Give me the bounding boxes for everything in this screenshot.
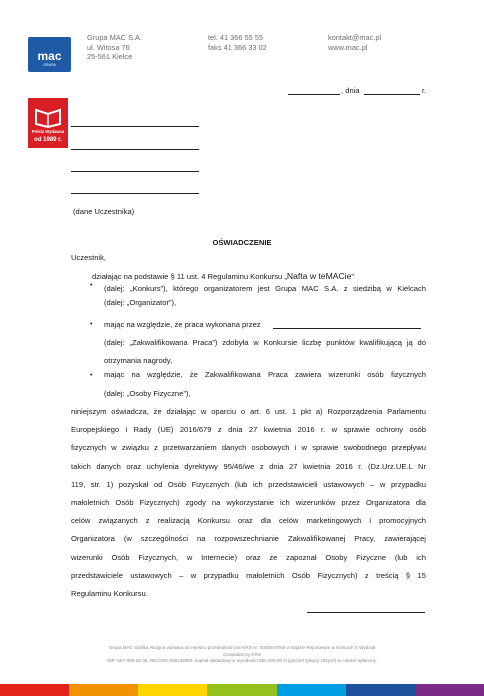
- bullet-3-line-1: mając na względzie, że Zakwalifikowana Praca zawiera wizerunki osób fizycznych: [104, 370, 426, 379]
- company-name: Grupa MAC S.A.: [87, 33, 143, 42]
- intro-prefix: działając na podstawie § 11 ust. 4 Regulaminu Konkursu „: [92, 272, 287, 281]
- mac-logo: [28, 37, 71, 72]
- body-line: 119, str. 1) pozyskał od Osób Fizycznych (lub ich przedstawicieli ustawowych – w przypadku: [71, 479, 426, 489]
- pw-line1: Polski Wydawca: [31, 129, 65, 134]
- body-line: przedstawiciele ustawowych – w przypadku małoletnich Osób Fizycznych) z treścią § 15: [71, 570, 426, 580]
- footer: [40, 645, 444, 665]
- body-last-line: Regulaminu Konkursu.: [71, 589, 148, 599]
- stripe-segment: [415, 684, 484, 696]
- company-tel: tel. 41 366 55 55: [208, 33, 264, 42]
- body-line: wizerunki Osób Fizycznych, w Internecie) oraz że zapoznał Osoby Fizyczne (lub ich: [71, 552, 426, 562]
- stripe-segment: [138, 684, 207, 696]
- company-www[interactable]: www.mac.pl: [328, 42, 368, 52]
- participant-line-1: [71, 126, 199, 127]
- bullet-2-line-2: (dalej: „Zakwalifikowana Praca”) zdobyła w Konkursie liczbę punktów kwalifikującą ją do: [104, 338, 426, 347]
- participant-caption: (dane Uczestnika): [73, 207, 135, 216]
- bullet-3-line-2: (dalej: „Osoby Fizyczne”),: [104, 389, 191, 398]
- bullet-1-mark: •: [90, 282, 93, 289]
- author-line: [273, 328, 421, 329]
- participant-line-3: [71, 171, 199, 172]
- company-street: ul. Witosa 76: [87, 42, 130, 52]
- stripe-segment: [277, 684, 346, 696]
- polski-wydawca-logo: [28, 98, 68, 148]
- footer-line-3: NIP: 657-008-22-45, REGON: 008149990, kapitał zakładowy w wysokości 500 000,00 zł (pięćset tysięcy złotych) w całości opłacony.: [107, 658, 377, 664]
- participant-line-4: [71, 193, 199, 194]
- signature-line: [307, 612, 425, 613]
- place-line: [288, 94, 340, 95]
- document-title: OŚWIADCZENIE: [212, 238, 272, 247]
- contest-name: Nafta w teMACie: [286, 271, 352, 281]
- statement-paragraph: [71, 403, 426, 603]
- mac-logo-sub: GRUPA: [43, 63, 56, 67]
- body-line: małoletnich Osób Fizycznych) zgody na wykorzystanie ich wizerunków przez Organizatora dla: [71, 498, 426, 508]
- body-line: fizycznych w związku z przetwarzaniem danych osobowych i w sprawie swobodnego przepływu: [71, 443, 426, 453]
- intro-suffix: ”: [351, 272, 354, 281]
- bullet-3-mark: •: [90, 372, 93, 379]
- body-line: Organizatora (w szczególności na rozpowszechnianie Zakwalifikowanej Pracy, zawierającej: [71, 534, 426, 544]
- company-fax: faks 41 366 33 02: [208, 42, 267, 52]
- body-line: celów związanych z realizacją Konkursu oraz dla celów marketingowych i promocyjnych: [71, 516, 426, 526]
- bullet-2-line-1: mając na względzie, że praca wykonana przez: [104, 320, 261, 329]
- bullet-1-line-1: (dalej: „Konkurs”), którego organizatorem jest Grupa MAC S.A. z siedzibą w Kielcach: [104, 284, 426, 293]
- date-separator: , dnia: [341, 86, 360, 95]
- company-phones: [208, 33, 267, 52]
- bullet-1-line-2: (dalej: „Organizator”),: [104, 298, 177, 307]
- color-stripe: [0, 684, 484, 696]
- company-contact: [328, 33, 381, 52]
- date-suffix: r.: [422, 86, 427, 95]
- salutation: Uczestnik,: [71, 253, 107, 262]
- stripe-segment: [0, 684, 69, 696]
- body-line: Europejskiego i Rady (UE) 2016/679 z dnia 27 kwietnia 2016 r. w sprawie ochrony osób: [71, 425, 426, 435]
- body-line: takich danych oraz uchylenia dyrektywy 95/46/we z dnia 27 kwietnia 2016 r. (Dz.Urz.UE.L Nr: [71, 461, 426, 471]
- stripe-segment: [69, 684, 138, 696]
- pw-line2: od 1989 r.: [34, 137, 62, 143]
- footer-line-2: Gospodarczy KRS: [223, 651, 261, 657]
- company-address: [87, 33, 142, 62]
- bullet-2-line-3: otrzymania nagrody,: [104, 356, 173, 365]
- participant-line-2: [71, 149, 199, 150]
- body-line: niniejszym oświadcza, że działając w oparciu o art. 6 ust. 1 pkt a) Rozporządzenia Parlamentu: [71, 407, 426, 416]
- footer-line-1: Grupa MAC Spółka Akcyjna wpisana do rejestru przedsiębiorców KRS nr: 0000047059 w Sądzie Rejonowym w Kielcach X Wydział: [108, 645, 376, 650]
- company-city: 25-561 Kielce: [87, 52, 133, 62]
- company-email[interactable]: kontakt@mac.pl: [328, 33, 382, 42]
- mac-logo-text: mac: [37, 49, 62, 63]
- open-book-icon: [28, 100, 68, 130]
- date-line: [364, 94, 420, 95]
- stripe-segment: [207, 684, 276, 696]
- bullet-2-mark: •: [90, 321, 93, 328]
- stripe-segment: [346, 684, 415, 696]
